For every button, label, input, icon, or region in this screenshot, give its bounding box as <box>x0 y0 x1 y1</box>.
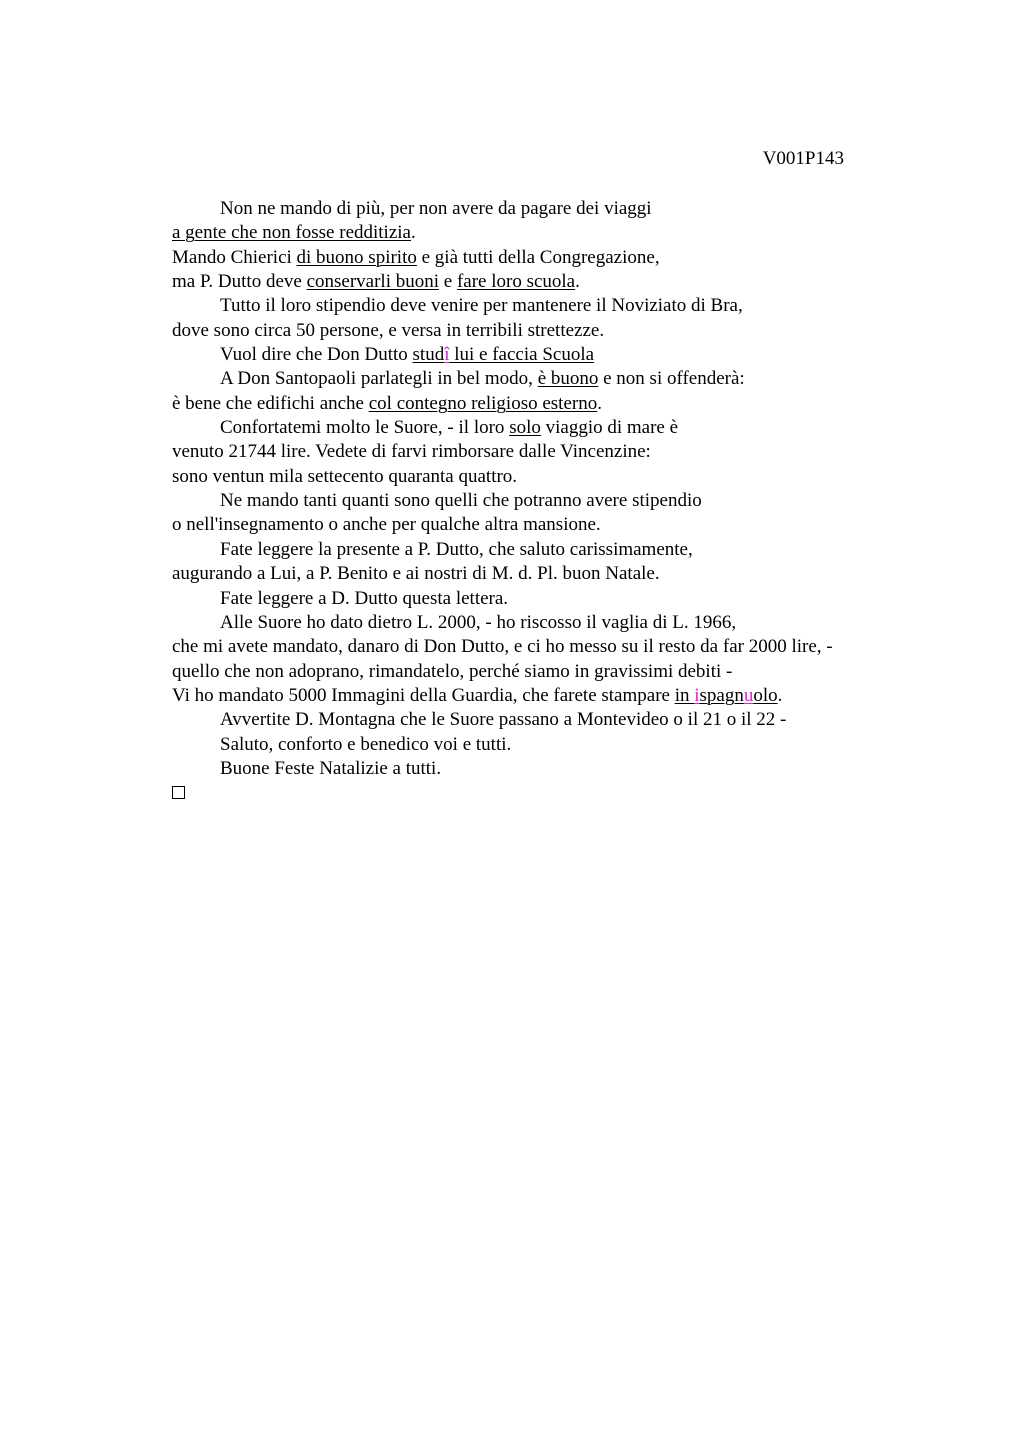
text-segment: e non si offenderà: <box>598 368 745 390</box>
text-line <box>172 635 932 659</box>
underlined-text: i <box>694 684 700 706</box>
text-line <box>172 587 932 611</box>
text-segment: Alle Suore ho dato dietro L. 2000, - ho riscosso il vaglia di L. 1966, <box>220 611 737 633</box>
text-line <box>172 221 932 245</box>
text-segment: . <box>575 271 580 293</box>
underlined-text: solo <box>509 417 541 439</box>
underlined-text: stud <box>412 344 445 366</box>
text-line <box>172 246 932 270</box>
text-segment: Vuol dire che Don Dutto <box>220 344 413 366</box>
text-line <box>172 270 932 294</box>
underlined-text: in <box>674 684 695 706</box>
text-line <box>172 343 932 367</box>
text-segment: A Don Santopaoli parlategli in bel modo, <box>220 368 538 390</box>
text-segment: Fate leggere a D. Dutto questa lettera. <box>220 587 509 609</box>
text-line <box>172 684 932 708</box>
text-line <box>172 319 932 343</box>
text-segment: Tutto il loro stipendio deve venire per mantenere il Noviziato di Bra, <box>220 295 743 317</box>
underlined-text: î <box>444 344 450 366</box>
underlined-text: è buono <box>537 368 599 390</box>
underlined-text: lui e faccia Scuola <box>449 344 595 366</box>
end-box-icon <box>172 786 185 799</box>
text-line <box>172 392 932 416</box>
text-line <box>172 197 932 221</box>
text-segment: quello che non adoprano, rimandatelo, perché siamo in gravissimi debiti - <box>172 660 733 682</box>
page-identifier: V001P143 <box>762 148 844 169</box>
underlined-text: a gente che non fosse redditizia <box>172 222 411 244</box>
text-segment: e già tutti della Congregazione, <box>416 246 660 268</box>
text-segment: Mando Chierici <box>172 246 297 268</box>
text-line <box>172 757 932 781</box>
text-segment: e <box>439 271 457 293</box>
text-segment: viaggio di mare è <box>540 417 679 439</box>
text-segment: che mi avete mandato, danaro di Don Dutto, e ci ho messo su il resto da far 2000 lire, - <box>172 636 833 658</box>
text-segment: sono ventun mila settecento quaranta quattro. <box>172 465 518 487</box>
text-segment: Fate leggere la presente a P. Dutto, che saluto carissimamente, <box>220 538 693 560</box>
text-line <box>172 538 932 562</box>
underlined-text: u <box>743 684 754 706</box>
underlined-text: conservarli buoni <box>306 271 440 293</box>
text-line <box>172 440 932 464</box>
text-line <box>172 489 932 513</box>
text-segment: Vi ho mandato 5000 Immagini della Guardia, che farete stampare <box>172 684 675 706</box>
text-line <box>172 611 932 635</box>
text-segment: o nell'insegnamento o anche per qualche altra mansione. <box>172 514 601 536</box>
text-segment: dove sono circa 50 persone, e versa in terribili strettezze. <box>172 319 605 341</box>
text-line <box>172 733 932 757</box>
text-segment: Ne mando tanti quanti sono quelli che potranno avere stipendio <box>220 490 702 512</box>
text-segment: . <box>597 392 602 414</box>
text-line <box>172 708 932 732</box>
text-segment: . <box>777 684 783 706</box>
underlined-text: olo <box>753 684 778 706</box>
text-segment: Saluto, conforto e benedico voi e tutti. <box>220 733 512 755</box>
text-line <box>172 294 932 318</box>
text-segment: Confortatemi molto le Suore, - il loro <box>220 417 510 439</box>
text-line <box>172 562 932 586</box>
text-segment: è bene che edifichi anche <box>172 392 369 414</box>
text-line <box>172 465 932 489</box>
text-segment: Buone Feste Natalizie a tutti. <box>220 757 442 779</box>
letter-body <box>172 197 932 806</box>
text-line <box>172 367 932 391</box>
text-line <box>172 513 932 537</box>
underlined-text: fare loro scuola <box>456 271 576 293</box>
text-segment: augurando a Lui, a P. Benito e ai nostri di M. d. Pl. buon Natale. <box>172 563 660 585</box>
end-marker-line <box>172 781 932 805</box>
underlined-text: spagn <box>699 684 744 706</box>
text-segment: venuto 21744 lire. Vedete di farvi rimborsare dalle Vincenzine: <box>172 441 651 463</box>
underlined-text: di buono spirito <box>296 246 417 268</box>
text-segment: . <box>410 222 416 244</box>
text-line <box>172 660 932 684</box>
text-segment: Non ne mando di più, per non avere da pagare dei viaggi <box>220 198 652 219</box>
text-segment: Avvertite D. Montagna che le Suore passano a Montevideo o il 21 o il 22 - <box>220 709 787 731</box>
text-line <box>172 416 932 440</box>
text-segment: ma P. Dutto deve <box>172 271 307 293</box>
underlined-text: col contegno religioso esterno <box>368 392 598 414</box>
